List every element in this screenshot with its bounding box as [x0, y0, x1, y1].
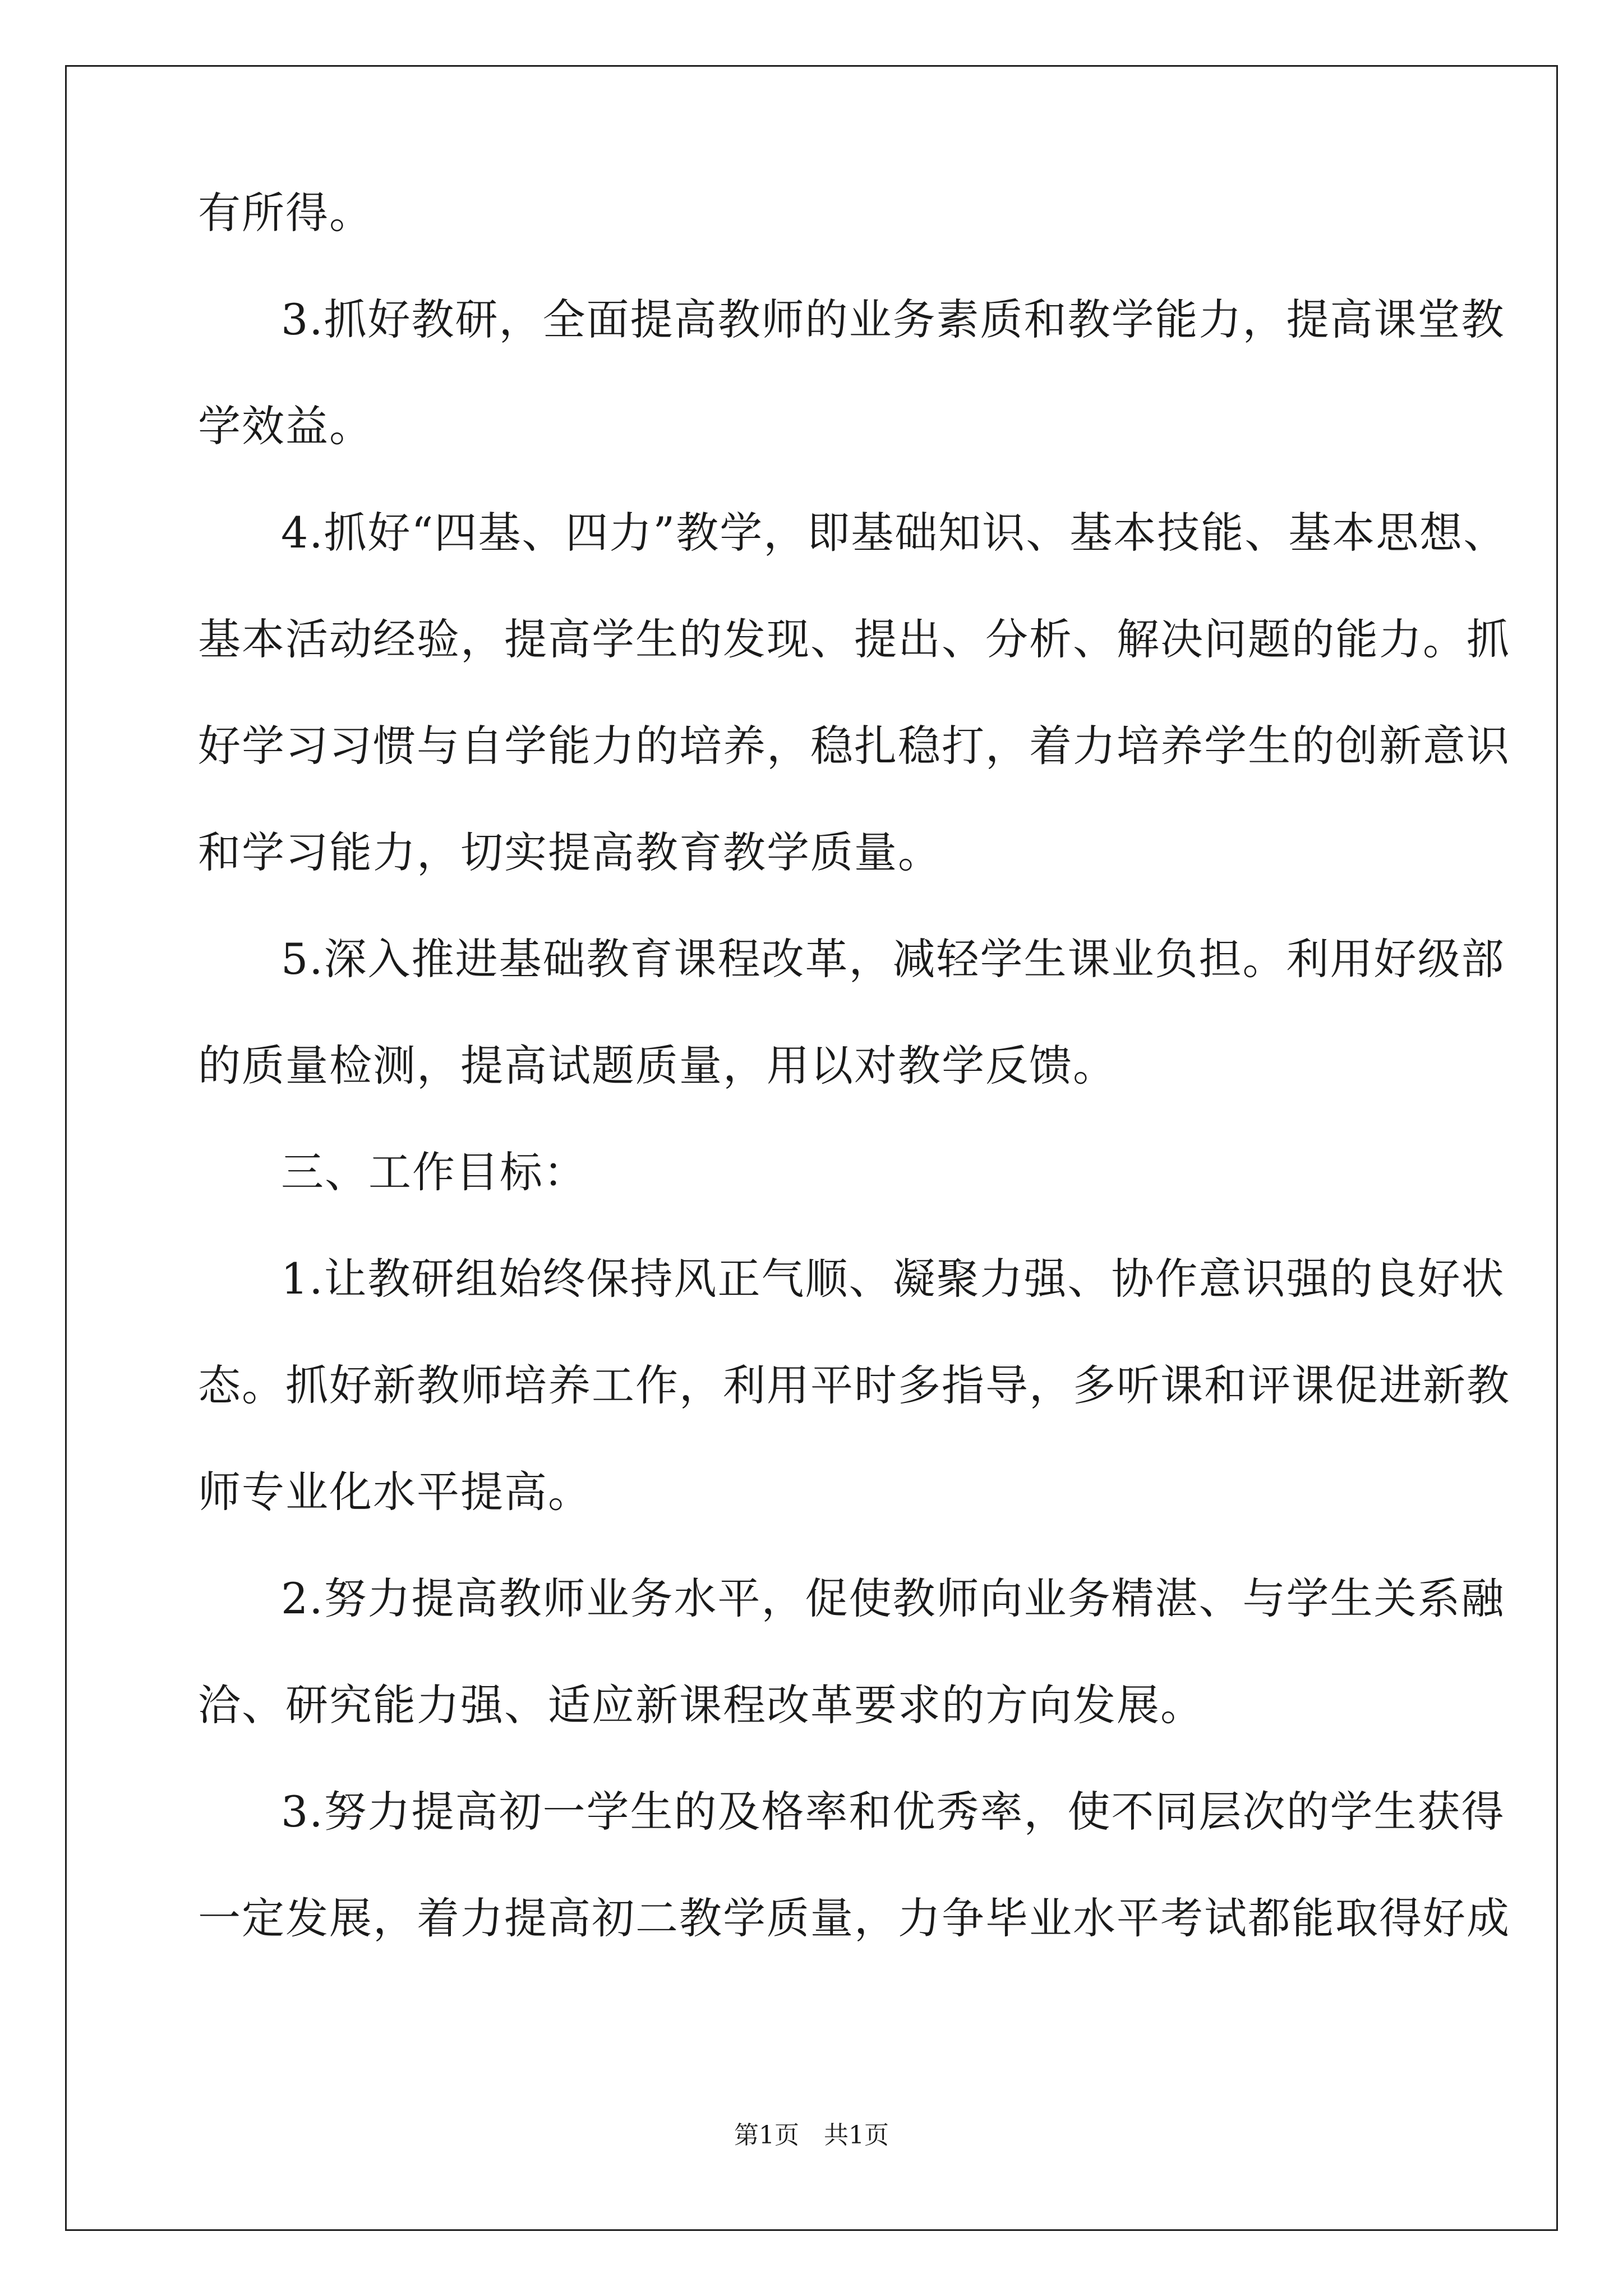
text-line: 5.深入推进基础教育课程改革，减轻学生课业负担。利用好级部 — [281, 934, 1505, 984]
text-line: 2.努力提高教师业务水平，促使教师向业务精湛、与学生关系融 — [281, 1573, 1505, 1623]
text-line: 基本活动经验，提高学生的发现、提出、分析、解决问题的能力。抓 — [198, 614, 1510, 664]
text-line: 1.让教研组始终保持风正气顺、凝聚力强、协作意识强的良好状 — [281, 1254, 1505, 1304]
text-line: 的质量检测，提高试题质量，用以对教学反馈。 — [198, 1041, 1117, 1091]
section-heading: 三、工作目标： — [281, 1147, 587, 1197]
page-number-label: 第1页 共1页 — [734, 2121, 889, 2150]
text-line: 态。抓好新教师培养工作，利用平时多指导，多听课和评课促进新教 — [198, 1360, 1510, 1410]
text-line: 洽、研究能力强、适应新课程改革要求的方向发展。 — [198, 1680, 1204, 1730]
text-line: 师专业化水平提高。 — [198, 1467, 592, 1517]
text-line: 4.抓好“四基、四力”教学，即基础知识、基本技能、基本思想、 — [281, 508, 1507, 558]
text-line: 和学习能力，切实提高教育教学质量。 — [198, 827, 942, 877]
text-line: 学效益。 — [198, 401, 373, 451]
text-line: 3.抓好教研，全面提高教师的业务素质和教学能力，提高课堂教 — [281, 295, 1505, 344]
text-line: 有所得。 — [198, 188, 373, 238]
text-line: 好学习习惯与自学能力的培养，稳扎稳打，着力培养学生的创新意识 — [198, 721, 1510, 771]
text-line: 一定发展，着力提高初二教学质量，力争毕业水平考试都能取得好成 — [198, 1893, 1510, 1943]
text-line: 3.努力提高初一学生的及格率和优秀率，使不同层次的学生获得 — [281, 1787, 1505, 1837]
page-footer — [0, 2119, 1623, 2152]
